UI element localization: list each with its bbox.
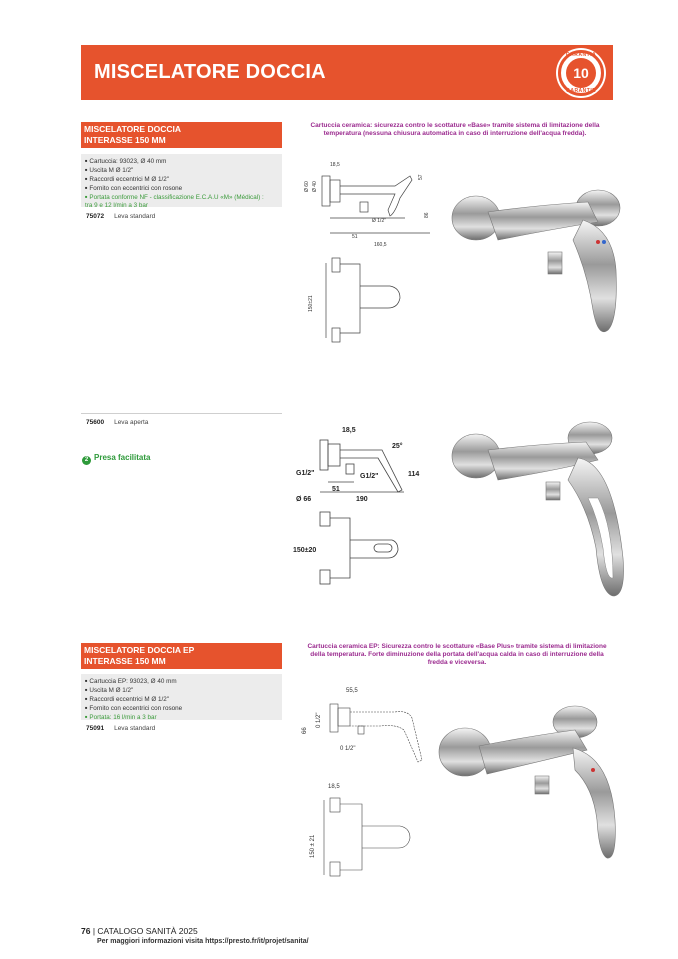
dim-label: 0 1/2" bbox=[316, 712, 322, 728]
dim-label: 18,5 bbox=[328, 784, 340, 790]
dim-label: 51 bbox=[352, 234, 358, 240]
page-title: MISCELATORE DOCCIA bbox=[94, 61, 326, 83]
section3-code-row bbox=[86, 725, 155, 732]
spec-item: ■ Cartuccia EP: 93023, Ø 40 mm bbox=[85, 677, 278, 686]
dim-label: 18,5 bbox=[330, 162, 340, 168]
section3-technical-drawing bbox=[300, 680, 440, 895]
product-code: 75091 bbox=[86, 725, 105, 732]
section1-specs bbox=[81, 154, 282, 207]
dim-label: Ø 66 bbox=[296, 496, 312, 503]
catalog-name: | CATALOGO SANITÀ 2025 bbox=[92, 926, 198, 936]
section3-product-image bbox=[435, 700, 630, 865]
dim-label: 57 bbox=[418, 174, 424, 180]
section2-code-row bbox=[86, 419, 148, 426]
dim-label: Ø 40 bbox=[312, 181, 318, 192]
product-desc: Leva standard bbox=[114, 725, 156, 732]
warranty-badge bbox=[558, 50, 604, 96]
dim-label: 55,5 bbox=[346, 688, 358, 694]
spec-item: ■ Raccordi eccentrici M Ø 1/2" bbox=[85, 695, 278, 704]
section1-code-row bbox=[86, 213, 155, 220]
section1-title-line2: INTERASSE 150 MM bbox=[84, 134, 166, 145]
footer-catalog bbox=[81, 926, 198, 936]
spec-item-flow: ■ Portata conforme NF - classificazione E.C.A.U «M» (Médical) : bbox=[85, 193, 278, 202]
section1-title bbox=[81, 122, 282, 148]
dim-label: G1/2" bbox=[360, 473, 379, 480]
dim-label: 190 bbox=[356, 496, 368, 503]
section3-note: Cartuccia ceramica EP: Sicurezza contro le scottature «Base Plus» tramite sistema di limitazione della temperatura. Forte diminuzione della portata dell'acqua calda in caso di interruzione della fredda e viceversa. bbox=[307, 643, 607, 667]
dim-label: 150±20 bbox=[293, 547, 317, 554]
dim-label: 18,5 bbox=[342, 427, 356, 434]
presa-facilitata bbox=[82, 453, 150, 465]
dim-label: 160,5 bbox=[374, 242, 387, 248]
spec-item-flow: ■ Portata: 16 l/min a 3 bar bbox=[85, 713, 278, 722]
product-code: 75072 bbox=[86, 213, 105, 220]
dim-label: 150±21 bbox=[308, 295, 314, 312]
spec-item-flow-2: tra 9 e 12 l/min a 3 bar bbox=[85, 202, 149, 209]
dim-label: 66 bbox=[302, 727, 308, 734]
spec-item: ■ Uscita M Ø 1/2" bbox=[85, 166, 278, 175]
dim-label: 25° bbox=[392, 443, 403, 450]
spec-item: ■ Fornito con eccentrici con rosone bbox=[85, 704, 278, 713]
spec-item: ■ Cartuccia: 93023, Ø 40 mm bbox=[85, 157, 278, 166]
section1-note: Cartuccia ceramica: sicurezza contro le scottature «Base» tramite sistema di limitazione della temperatura (nessuna chiusura automatica in caso di interruzione dell'acqua fredda). bbox=[310, 122, 600, 138]
section3-title-line2: INTERASSE 150 MM bbox=[84, 655, 166, 666]
section3-title-line1: MISCELATORE DOCCIA EP bbox=[84, 645, 195, 655]
spec-item: ■ Fornito con eccentrici con rosone bbox=[85, 184, 278, 193]
section1-technical-drawing bbox=[300, 158, 450, 358]
product-desc: Leva aperta bbox=[114, 419, 149, 426]
section2-product-image bbox=[448, 418, 638, 603]
header-band bbox=[81, 45, 613, 100]
badge-top-text: GARANTIA bbox=[565, 52, 597, 58]
dim-label: Ø 60 bbox=[304, 181, 310, 192]
section3-specs bbox=[81, 674, 282, 720]
spec-item: ■ Raccordi eccentrici M Ø 1/2" bbox=[85, 175, 278, 184]
dim-label: G1/2" bbox=[296, 470, 315, 477]
dim-label: 86 bbox=[424, 212, 430, 218]
accessibility-icon: 2 bbox=[82, 456, 91, 465]
badge-bottom-text: GARANTIE bbox=[565, 88, 597, 94]
dim-label: Ø 1/2" bbox=[372, 218, 387, 224]
dim-label: 51 bbox=[332, 486, 340, 493]
dim-label: 150 ± 21 bbox=[310, 834, 316, 858]
dim-label: 114 bbox=[408, 471, 420, 478]
section1-product-image bbox=[448, 180, 633, 345]
section-divider bbox=[81, 413, 282, 414]
spec-item: ■ Uscita M Ø 1/2" bbox=[85, 686, 278, 695]
section2-technical-drawing bbox=[292, 420, 452, 595]
dim-label: 0 1/2" bbox=[340, 746, 356, 752]
page-number: 76 bbox=[81, 926, 91, 936]
section1-title-line1: MISCELATORE DOCCIA bbox=[84, 124, 181, 134]
product-code: 75600 bbox=[86, 419, 105, 426]
presa-label: Presa facilitata bbox=[94, 453, 151, 462]
product-desc: Leva standard bbox=[114, 213, 156, 220]
badge-value: 10 bbox=[566, 58, 596, 88]
footer-info-link[interactable]: Per maggiori informazioni visita https://presto.fr/it/projet/sanita/ bbox=[97, 938, 309, 945]
section3-title bbox=[81, 643, 282, 669]
